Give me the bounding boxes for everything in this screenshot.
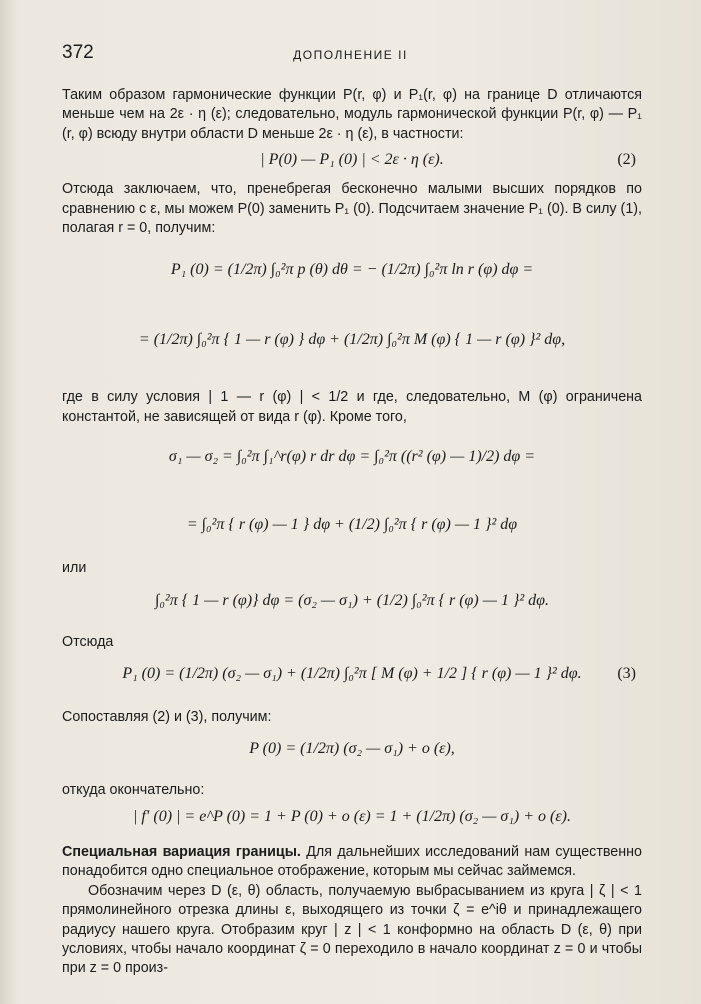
paragraph: Отсюда (62, 633, 114, 650)
formula: | P(0) — P₁ (0) | < 2ε · η (ε). (260, 151, 444, 169)
section-heading: Специальная вариация границы. (62, 843, 301, 860)
page-number: 372 (62, 42, 94, 63)
formula-row (62, 501, 642, 559)
equation-number: (2) (617, 151, 636, 169)
formula: ∫₀²π { 1 — r (φ)} dφ = (σ₂ — σ₁) + (1/2) ∫₀²π { r (φ) — 1 }² dφ. (154, 591, 549, 609)
paragraph: Отсюда заключаем, что, пренебрегая бесконечно малыми высших порядков по сравнению с ε, мы можем P(0) заменить P₁ (0). Подсчитаем значение P₁ (0). В силу (1), полагая r = 0, получим: (62, 181, 642, 237)
formula-row (62, 579, 642, 633)
equation-number: (3) (617, 665, 636, 683)
formula: P₁ (0) = (1/2π) (σ₂ — σ₁) + (1/2π) ∫₀²π [ M (φ) + 1/2 ] { r (φ) — 1 }² dφ. (122, 665, 582, 683)
formula-row (62, 801, 642, 843)
formula-row (62, 727, 642, 781)
page-body (62, 86, 642, 979)
formula: σ₁ — σ₂ = ∫₀²π ∫₁^r(φ) r dr dφ = ∫₀²π ((r² (φ) — 1)/2) dφ = (168, 448, 536, 466)
formula: = ∫₀²π { r (φ) — 1 } dφ + (1/2) ∫₀²π { r (φ) — 1 }² dφ (186, 516, 518, 534)
paragraph-text: Для дальнейших исследований нам существенно понадобится одно специальное отображение, которым мы сейчас займемся. (62, 843, 642, 880)
paragraph: или (62, 560, 87, 577)
formula: = (1/2π) ∫₀²π { 1 — r (φ) } dφ + (1/2π) ∫₀²π M (φ) { 1 — r (φ) }² dφ, (138, 331, 566, 349)
paragraph: Таким образом гармонические функции P(r, φ) и P₁(r, φ) на границе D отличаются меньше чем на 2ε · η (ε); следовательно, модуль гармонической функции P(r, φ) — P₁ (r, φ) всюду внутри области D меньше 2ε · η (ε), в частности: (62, 87, 642, 142)
paragraph: где в силу условия | 1 — r (φ) | < 1/2 и где, следовательно, M (φ) ограничена константой, не зависящей от вида r (φ). Кроме того, (62, 389, 642, 425)
formula-row (62, 238, 642, 316)
formula-row (62, 427, 642, 501)
formula-row (62, 316, 642, 384)
paragraph (62, 843, 642, 882)
page-header (62, 42, 639, 66)
formula: P (0) = (1/2π) (σ₂ — σ₁) + o (ε), (249, 740, 455, 758)
paragraph: откуда окончательно: (62, 782, 205, 799)
paragraph: Сопоставляя (2) и (3), получим: (62, 709, 272, 726)
formula: | f′ (0) | = e^P (0) = 1 + P (0) + o (ε) = 1 + (1/2π) (σ₂ — σ₁) + o (ε). (133, 807, 571, 825)
formula: P₁ (0) = (1/2π) ∫₀²π p (θ) dθ = − (1/2π) ∫₀²π ln r (φ) dφ = (170, 261, 534, 279)
formula-row (62, 652, 642, 708)
paragraph: Обозначим через D (ε, θ) область, получаемую выбрасыванием из круга | ζ | < 1 прямолинейного отрезка длины ε, выходящего из точки ζ = e^iθ и принадлежащего радиусу нашего круга. Отобразим круг | z | < 1 конформно на область D (ε, θ) при условиях, чтобы начало координат ζ = 0 переходило в начало координат z = 0 и чтобы при z = 0 произ- (62, 882, 642, 977)
formula-row (62, 150, 642, 174)
running-head: ДОПОЛНЕНИЕ II (293, 48, 408, 62)
